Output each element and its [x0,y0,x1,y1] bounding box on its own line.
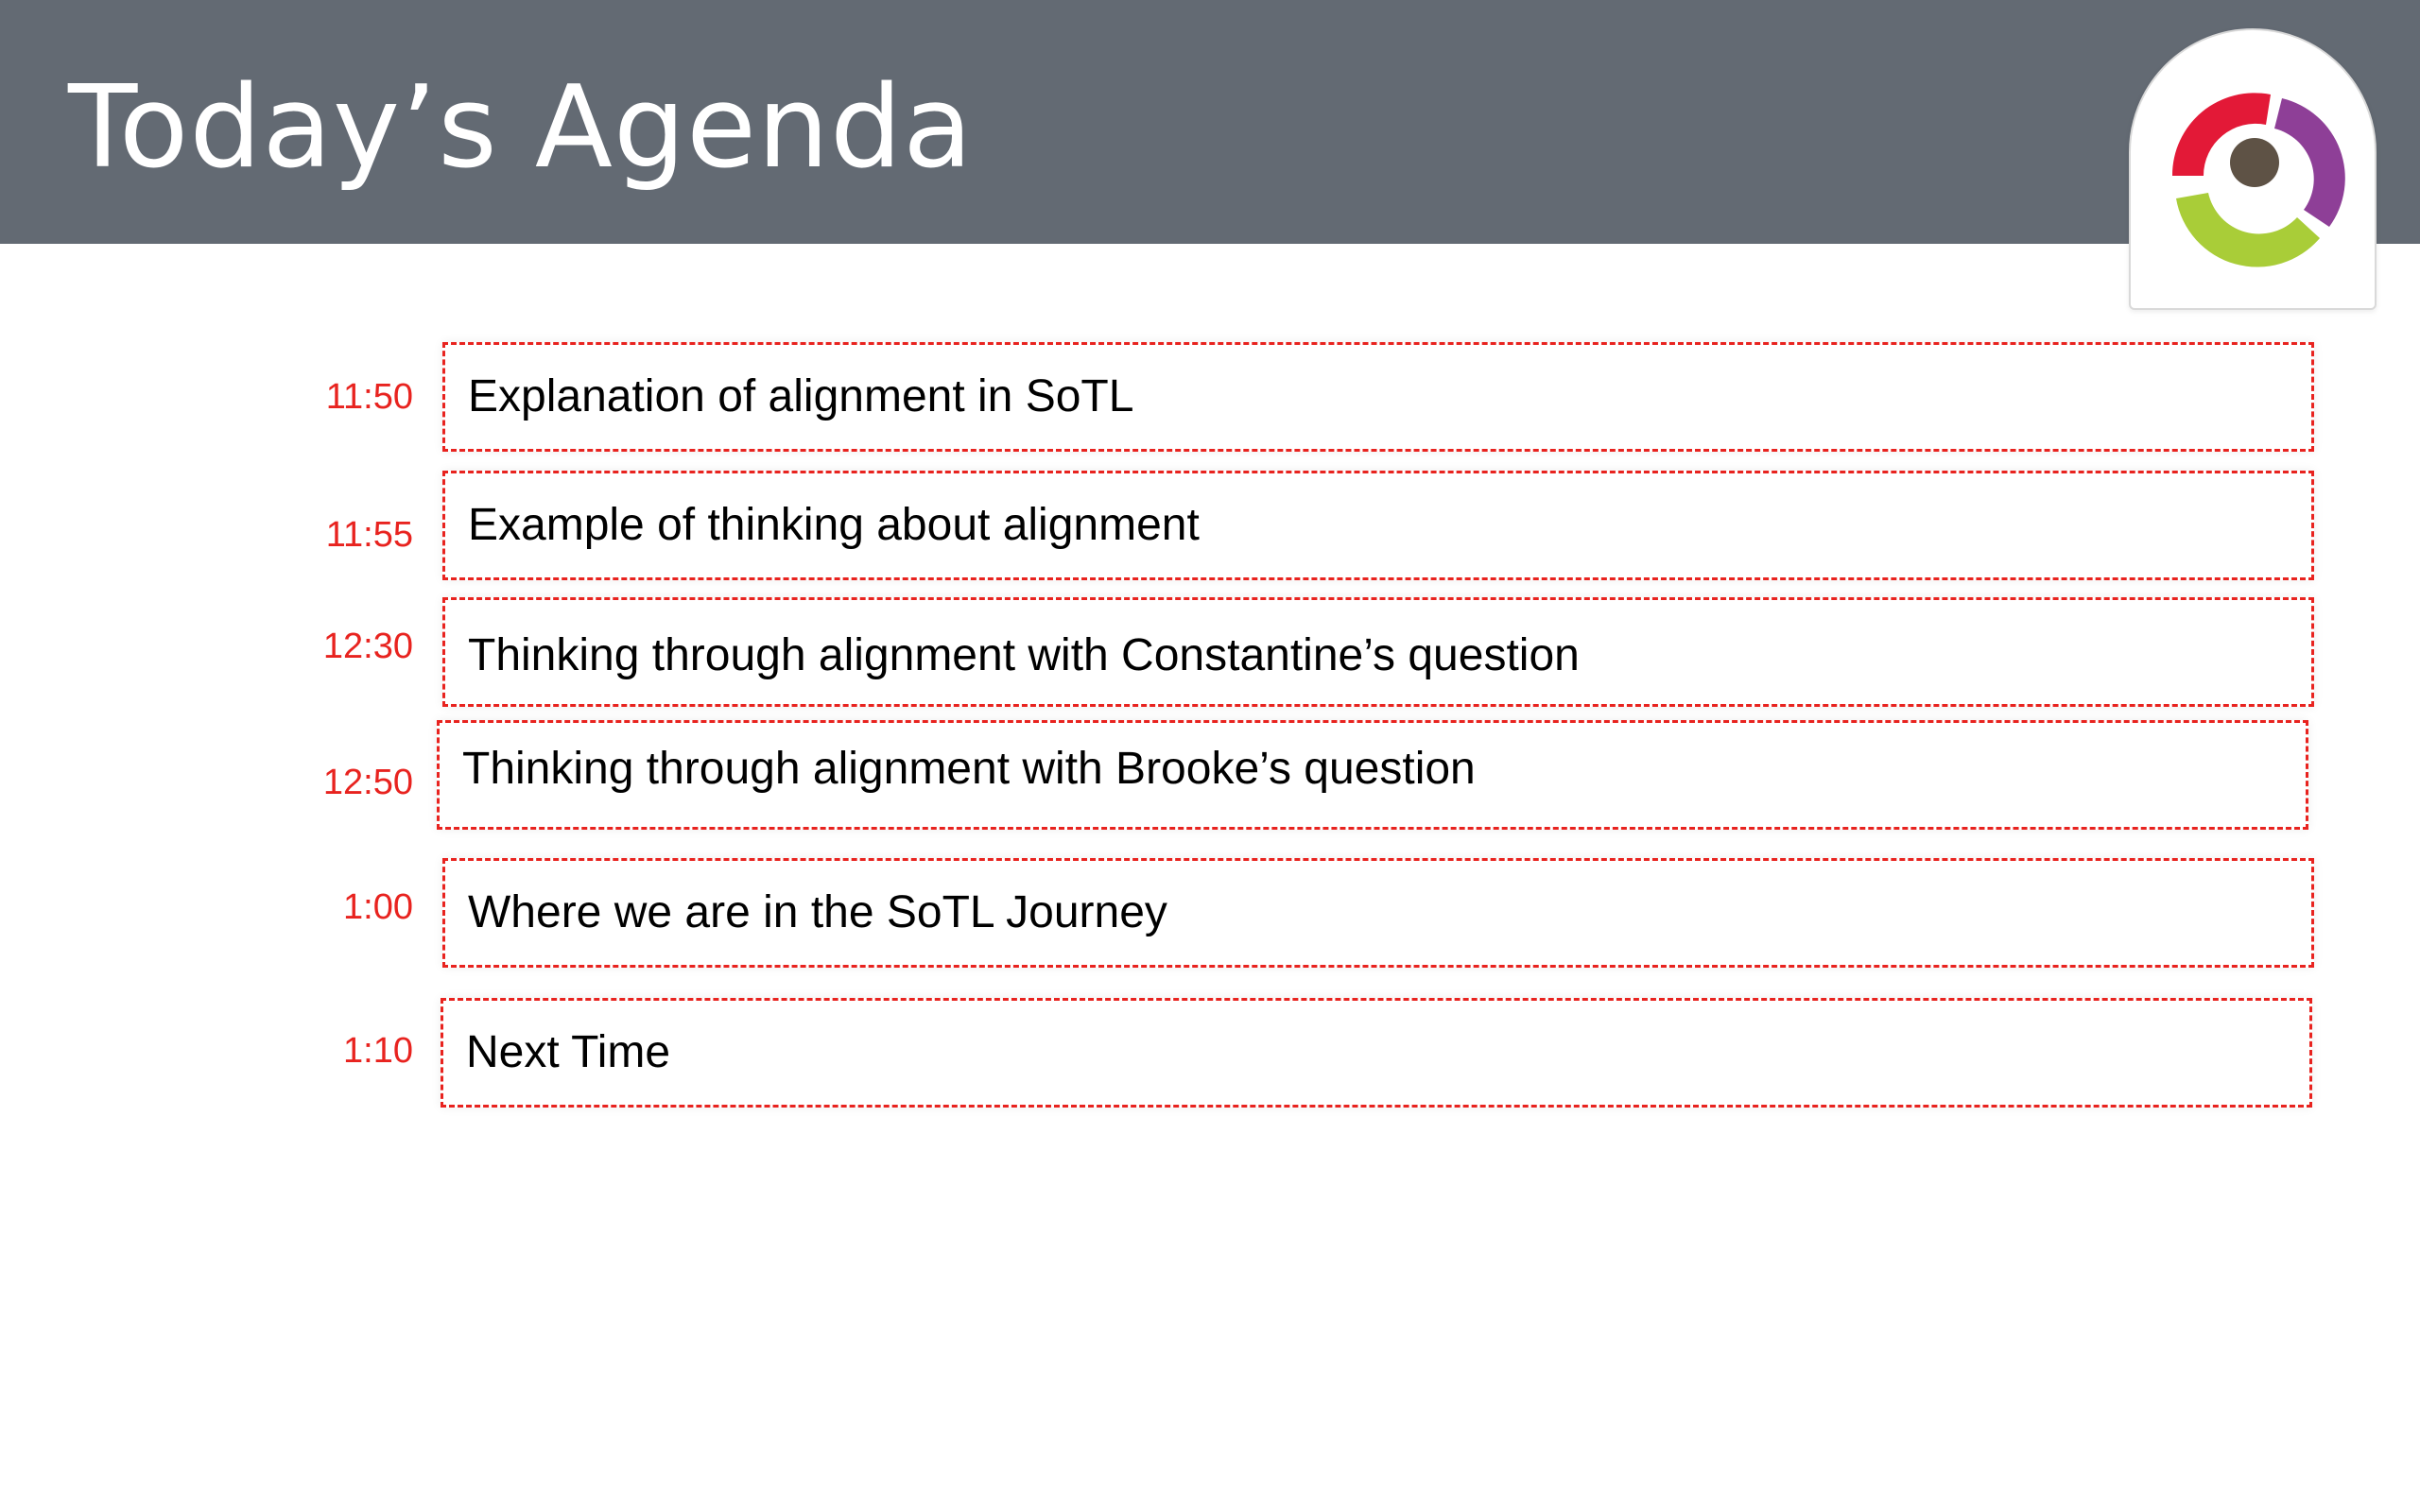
agenda-time: 11:50 [325,377,413,417]
agenda-item-box [442,342,2314,452]
agenda-item-label: Thinking through alignment with Brooke’s question [462,744,1476,794]
agenda-item-label: Thinking through alignment with Constantine’s question [468,630,1580,680]
agenda-item-label: Example of thinking about alignment [468,500,1200,550]
agenda-item [0,471,2420,580]
agenda-item-label: Where we are in the SoTL Journey [468,887,1167,937]
agenda-item-label: Explanation of alignment in SoTL [468,371,1134,421]
agenda-item [0,858,2420,968]
circular-segments-logo-icon [2131,30,2378,312]
agenda-item-box [437,720,2308,830]
agenda-time: 1:00 [343,887,413,927]
agenda-item [0,720,2420,830]
agenda-item [0,342,2420,452]
agenda-item-box [442,471,2314,580]
logo-badge [2129,28,2377,310]
agenda-item-box [441,998,2312,1108]
logo-green-segment [2176,193,2320,267]
title-banner [0,0,2420,244]
agenda-item [0,998,2420,1108]
agenda-time: 12:50 [322,763,413,802]
agenda-item-box [442,858,2314,968]
agenda-item-box [442,597,2314,707]
slide-title: Today’s Agenda [68,62,974,194]
agenda-time: 11:55 [325,515,413,555]
agenda-time: 1:10 [343,1031,413,1071]
agenda-item [0,597,2420,707]
logo-purple-segment [2274,98,2345,227]
agenda-time: 12:30 [322,627,413,666]
agenda-item-label: Next Time [466,1027,671,1077]
logo-center-dot [2230,138,2279,187]
